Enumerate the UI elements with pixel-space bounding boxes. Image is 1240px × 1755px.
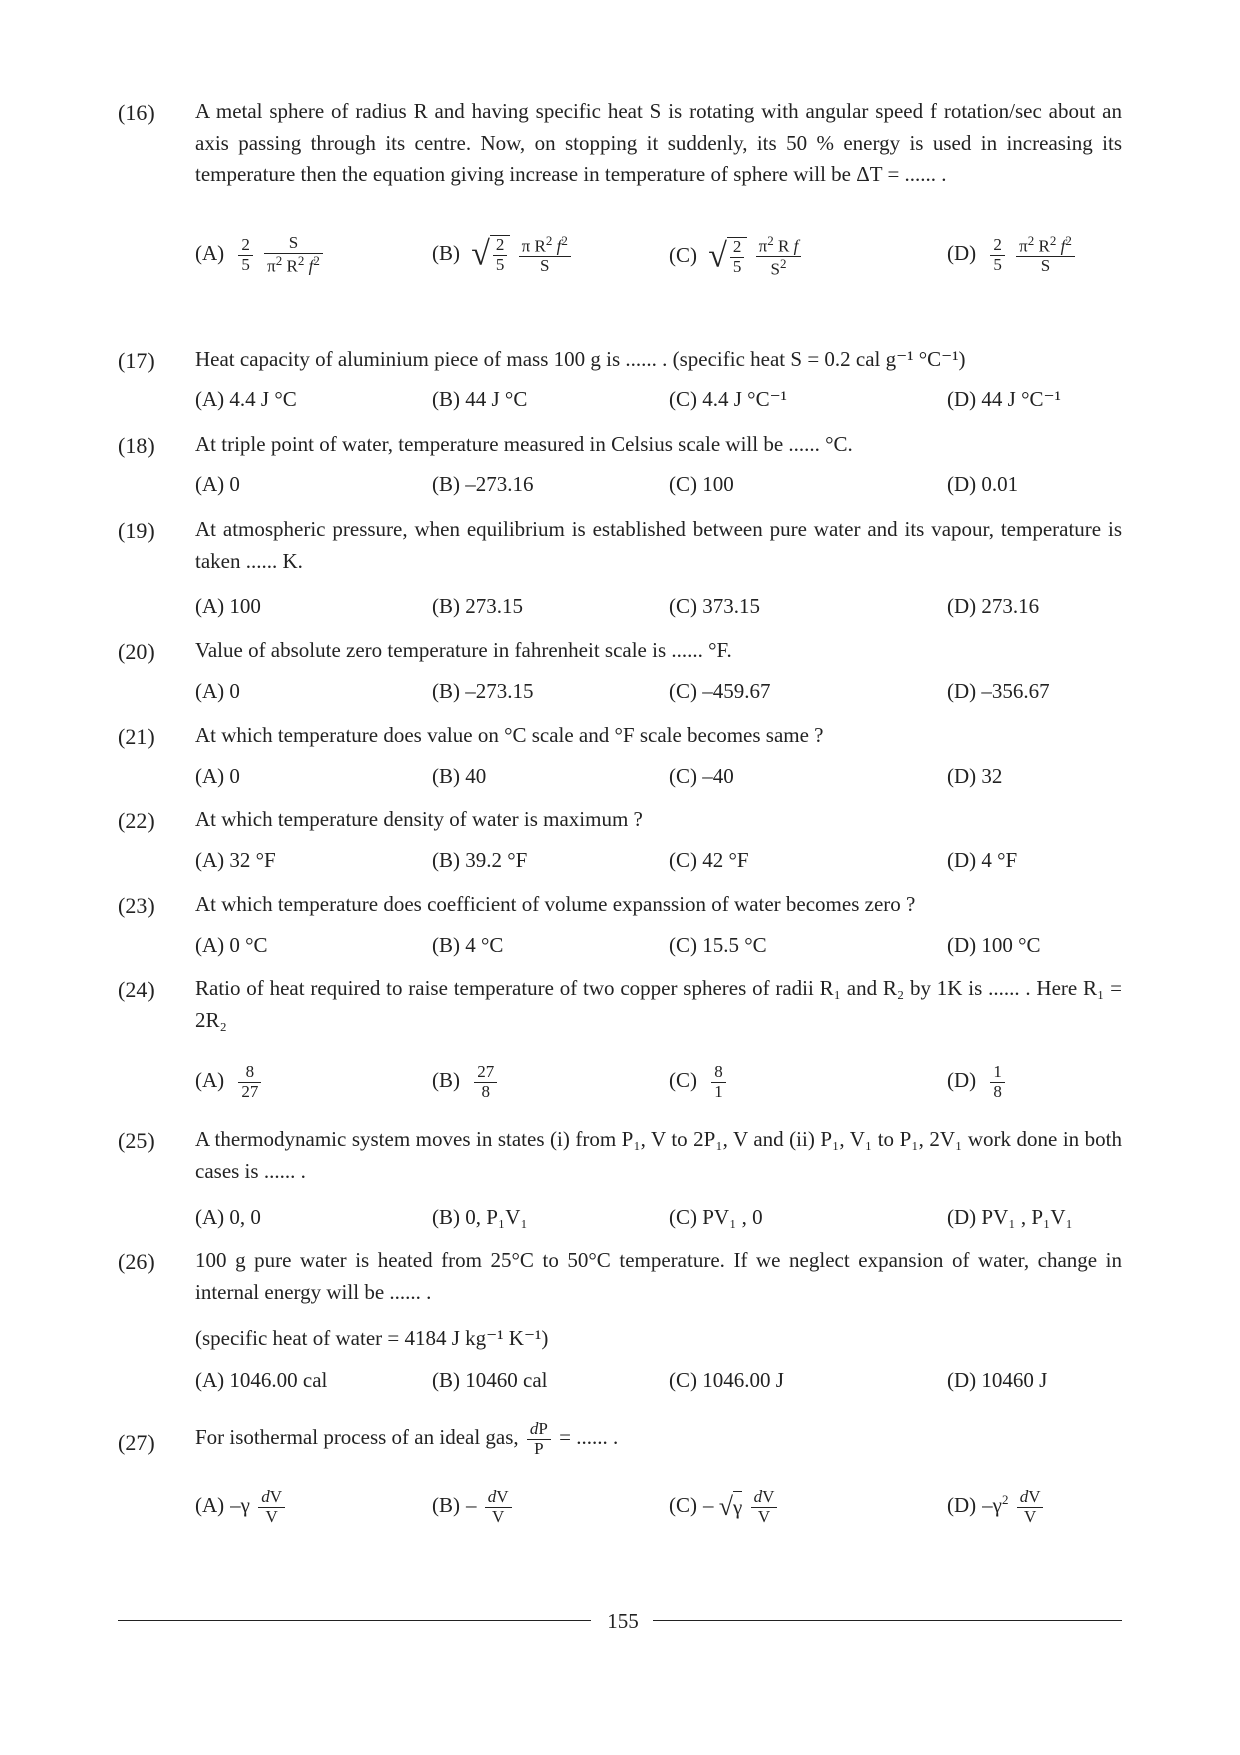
stem-text: = ...... .: [559, 1425, 619, 1449]
question-number: (17): [118, 348, 155, 373]
question-stem: At which temperature does value on °C scale and °F scale becomes same ?: [195, 723, 824, 747]
option-d: (D) 32: [947, 764, 1003, 788]
option-c: (C) PV₁ , 0: [669, 1205, 763, 1229]
option-b: [432, 1063, 500, 1101]
question-stem: Heat capacity of aluminium piece of mass 100 g is ...... . (specific heat S = 0.2 cal g⁻¹ °C⁻¹): [195, 347, 966, 371]
option-a: (A) 100: [195, 594, 261, 618]
option-b: (B) –273.15: [432, 679, 534, 703]
option-a: (A) 0, 0: [195, 1205, 261, 1229]
option-d: (D) 100 °C: [947, 933, 1041, 957]
option-b: (B) 0, P₁V₁: [432, 1205, 528, 1229]
option-label: (A): [195, 1493, 225, 1517]
question-number: (16): [118, 100, 155, 125]
question-stem: At triple point of water, temperature measured in Celsius scale will be ...... °C.: [195, 432, 853, 456]
option-c: (C) 373.15: [669, 594, 760, 618]
option-label: (A): [195, 1068, 225, 1092]
question-number: (22): [118, 808, 155, 833]
option-b: (B) – $\frac{dV}{V}$: [432, 1488, 515, 1526]
option-a: (A) 0: [195, 472, 240, 496]
options-row: [195, 1488, 1122, 1544]
question-stem: A metal sphere of radius R and having specific heat S is rotating with angular speed f rotation/sec about an axis passing through its centre. Now, on stopping it suddenly, its 50 % energy is used in increasing its temperature then the equation giving increase in temperature of sphere will be ΔT = ...... .: [195, 99, 1122, 186]
option-label: (A): [195, 240, 225, 265]
option-c: (C) –459.67: [669, 679, 771, 703]
numerator: 1: [990, 1063, 1005, 1083]
option-c: [669, 1063, 729, 1101]
denominator: 8: [481, 1081, 490, 1101]
option-d: (D) PV₁ , P₁V₁: [947, 1205, 1073, 1229]
option-a: [195, 1063, 264, 1101]
square-root: √γ: [719, 1490, 743, 1523]
option-c: (C) 100: [669, 472, 734, 496]
fraction: $\frac{\pi R^2 f^2}{S}$: [519, 234, 571, 276]
footer-rule-left: [118, 1620, 591, 1621]
question-number: (26): [118, 1249, 155, 1274]
option-b: [432, 234, 574, 276]
option-b: (B) 44 J °C: [432, 387, 528, 411]
option-d: [947, 234, 1078, 276]
fraction: $\frac{\pi^2 R^2 f^2}{S}$: [1016, 234, 1075, 276]
option-a: (A) 1046.00 cal: [195, 1368, 328, 1392]
question-stem: Ratio of heat required to raise temperature of two copper spheres of radii R₁ and R₂ by 1K is ...... . Here R₁ = 2R₂: [195, 976, 1122, 1032]
option-d: (D) 44 J °C⁻¹: [947, 387, 1061, 411]
option-b: (B) 40: [432, 764, 487, 788]
question-stem: Value of absolute zero temperature in fahrenheit scale is ...... °F.: [195, 638, 732, 662]
question-number: (23): [118, 893, 155, 918]
options-row: [195, 676, 1122, 710]
option-b: (B) 10460 cal: [432, 1368, 548, 1392]
options-row: [195, 930, 1122, 964]
options-row: [195, 761, 1122, 795]
numerator: 8: [238, 1063, 261, 1083]
fraction: $\frac{dV}{V}$: [751, 1488, 778, 1526]
option-a: (A) 0: [195, 679, 240, 703]
option-d: (D) –356.67: [947, 679, 1050, 703]
option-label: (C): [669, 1068, 697, 1092]
question-stem: A thermodynamic system moves in states (i) from P₁, V to 2P₁, V and (ii) P₁, V₁ to P₁, 2V₁ work done in both cases is ...... .: [195, 1127, 1122, 1183]
fraction: $\frac{\pi^2 R f}{S^2}$: [756, 234, 802, 280]
option-d: (D) 273.16: [947, 594, 1040, 618]
options-row: [195, 1063, 1122, 1119]
options-row: [195, 1202, 1122, 1236]
square-root: √ $\frac{2}{5}$: [708, 237, 747, 276]
option-label: (B): [432, 1068, 460, 1092]
option-c: (C) 4.4 J °C⁻¹: [669, 387, 787, 411]
option-d: (D) 0.01: [947, 472, 1019, 496]
numerator: 8: [711, 1063, 726, 1083]
question-stem: At which temperature density of water is maximum ?: [195, 807, 643, 831]
question-number: (18): [118, 433, 155, 458]
option-d: [947, 1063, 1008, 1101]
denominator: 1: [714, 1081, 723, 1101]
option-c: (C) 42 °F: [669, 848, 749, 872]
fraction: $\frac{S}{\pi^2 R^2 f^2}$: [264, 234, 323, 276]
option-d: (D) $-\gamma^2$ $\frac{dV}{V}$: [947, 1488, 1046, 1526]
fraction: [238, 1063, 261, 1101]
option-b: (B) 273.15: [432, 594, 523, 618]
question-stem: At which temperature does coefficient of volume expanssion of water becomes zero ?: [195, 892, 916, 916]
option-a: [195, 234, 326, 276]
question-stem: At atmospheric pressure, when equilibrium is established between pure water and its vapour, temperature is taken ...... K.: [195, 517, 1122, 573]
square-root: √ $\frac{2}{5}$: [471, 235, 510, 274]
option-label: (B): [432, 1493, 460, 1517]
option-label: (C): [669, 1493, 697, 1517]
option-label: (D): [947, 1068, 977, 1092]
question-number: (21): [118, 724, 155, 749]
option-c: (C) –40: [669, 764, 734, 788]
option-d: (D) 4 °F: [947, 848, 1018, 872]
question-number: (24): [118, 977, 155, 1002]
option-b: (B) –273.16: [432, 472, 534, 496]
numerator: 27: [474, 1063, 497, 1083]
question-number: (20): [118, 639, 155, 664]
denominator: 27: [241, 1081, 259, 1101]
page-number: 155: [607, 1609, 639, 1633]
option-label: (B): [432, 240, 460, 265]
fraction: [990, 1063, 1005, 1101]
option-c: [669, 234, 804, 280]
question-number: (19): [118, 518, 155, 543]
option-b: (B) 4 °C: [432, 933, 504, 957]
option-c: (C) – √γ $\frac{dV}{V}$: [669, 1488, 780, 1526]
question-number: (27): [118, 1430, 155, 1455]
options-row: [195, 234, 1122, 294]
option-label: (C): [669, 242, 697, 267]
option-b: (B) 39.2 °F: [432, 848, 528, 872]
footer-rule-right: [653, 1620, 1122, 1621]
fraction: $\frac{2}{5}$: [990, 236, 1005, 274]
option-a: (A) 4.4 J °C: [195, 387, 297, 411]
option-d: (D) 10460 J: [947, 1368, 1048, 1392]
option-label: (D): [947, 1493, 977, 1517]
options-row: [195, 845, 1122, 879]
page-footer: [118, 1606, 1122, 1636]
denominator: 8: [993, 1081, 1002, 1101]
option-a: (A) 32 °F: [195, 848, 276, 872]
option-label: (D): [947, 240, 977, 265]
question-number: (25): [118, 1128, 155, 1153]
stem-text: For isothermal process of an ideal gas,: [195, 1425, 519, 1449]
fraction: $\frac{dV}{V}$: [485, 1488, 512, 1526]
option-a: (A) 0 °C: [195, 933, 268, 957]
options-row: [195, 384, 1122, 418]
options-row: [195, 469, 1122, 503]
option-c: (C) 1046.00 J: [669, 1368, 784, 1392]
fraction: [711, 1063, 726, 1101]
question-stem: [195, 1420, 1122, 1458]
fraction: $\frac{dV}{V}$: [1017, 1488, 1044, 1526]
fraction: $\frac{dP}{P}$: [527, 1420, 551, 1458]
given-data-note: (specific heat of water = 4184 J kg⁻¹ K⁻¹): [195, 1326, 549, 1350]
question-stem: 100 g pure water is heated from 25°C to 50°C temperature. If we neglect expansion of water, change in internal energy will be ...... .: [195, 1248, 1122, 1304]
fraction: $\frac{dV}{V}$: [258, 1488, 285, 1526]
option-a: (A) –γ $\frac{dV}{V}$: [195, 1488, 288, 1526]
option-c: (C) 15.5 °C: [669, 933, 767, 957]
options-row: [195, 591, 1122, 625]
options-row: [195, 1365, 1122, 1399]
fraction: [474, 1063, 497, 1101]
option-a: (A) 0: [195, 764, 240, 788]
fraction: $\frac{2}{5}$: [238, 236, 253, 274]
